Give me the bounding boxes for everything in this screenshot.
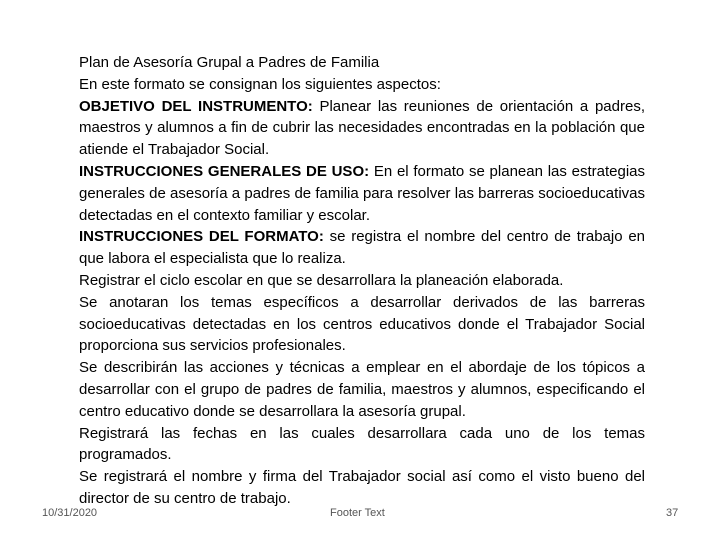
- list-item: Registrará las fechas en las cuales desarrollara cada uno de los temas programados.: [79, 424, 645, 464]
- list-item: Registrar el ciclo escolar en que se desarrollara la planeación elaborada.: [79, 271, 564, 289]
- intro-text: En este formato se consignan los siguientes aspectos:: [79, 75, 441, 93]
- objetivo-paragraph: [79, 96, 645, 161]
- instrucciones-formato-label: INSTRUCCIONES DEL FORMATO:: [79, 228, 324, 246]
- list-item: Se registrará el nombre y firma del Trabajador social así como el visto bueno del director de su centro de trabajo.: [79, 468, 645, 507]
- instrucciones-uso-paragraph: [79, 161, 645, 226]
- list-item: Se describirán las acciones y técnicas a emplear en el abordaje de los tópicos a desarrollar con el grupo de padres de familia, maestros y alumnos, especificando el centro educativo donde se desarrollara la asesoría grupal.: [79, 359, 645, 420]
- page-number: 37: [666, 507, 679, 519]
- objetivo-text: Planear las reuniones de orientación a padres, maestros y alumnos a fin de cubrir las necesidades encontradas en la población que atiende el Trabajador Social.: [79, 97, 645, 159]
- slide-title: Plan de Asesoría Grupal a Padres de Familia: [79, 54, 380, 71]
- instrucciones-formato-text: se registra el nombre del centro de trabajo en que labora el especialista que lo realiza.: [79, 228, 646, 268]
- instrucciones-uso-text: En el formato se planean las estrategias generales de asesoría a padres de familia para resolver las barreras socioeducativas detectadas en el contexto familiar y escolar.: [79, 162, 645, 224]
- slide-body: [79, 52, 645, 510]
- footer-text: Footer Text: [330, 507, 385, 519]
- list-item: Se anotaran los temas específicos a desarrollar derivados de las barreras socioeducativas detectadas en los centros educativos donde el Trabajador Social proporciona sus servicios profesionales.: [79, 293, 645, 355]
- instrucciones-uso-label: INSTRUCCIONES GENERALES DE USO:: [79, 162, 370, 180]
- instrucciones-formato-paragraph: [79, 226, 645, 270]
- footer-date: 10/31/2020: [42, 507, 98, 519]
- objetivo-label: OBJETIVO DEL INSTRUMENTO:: [79, 97, 313, 115]
